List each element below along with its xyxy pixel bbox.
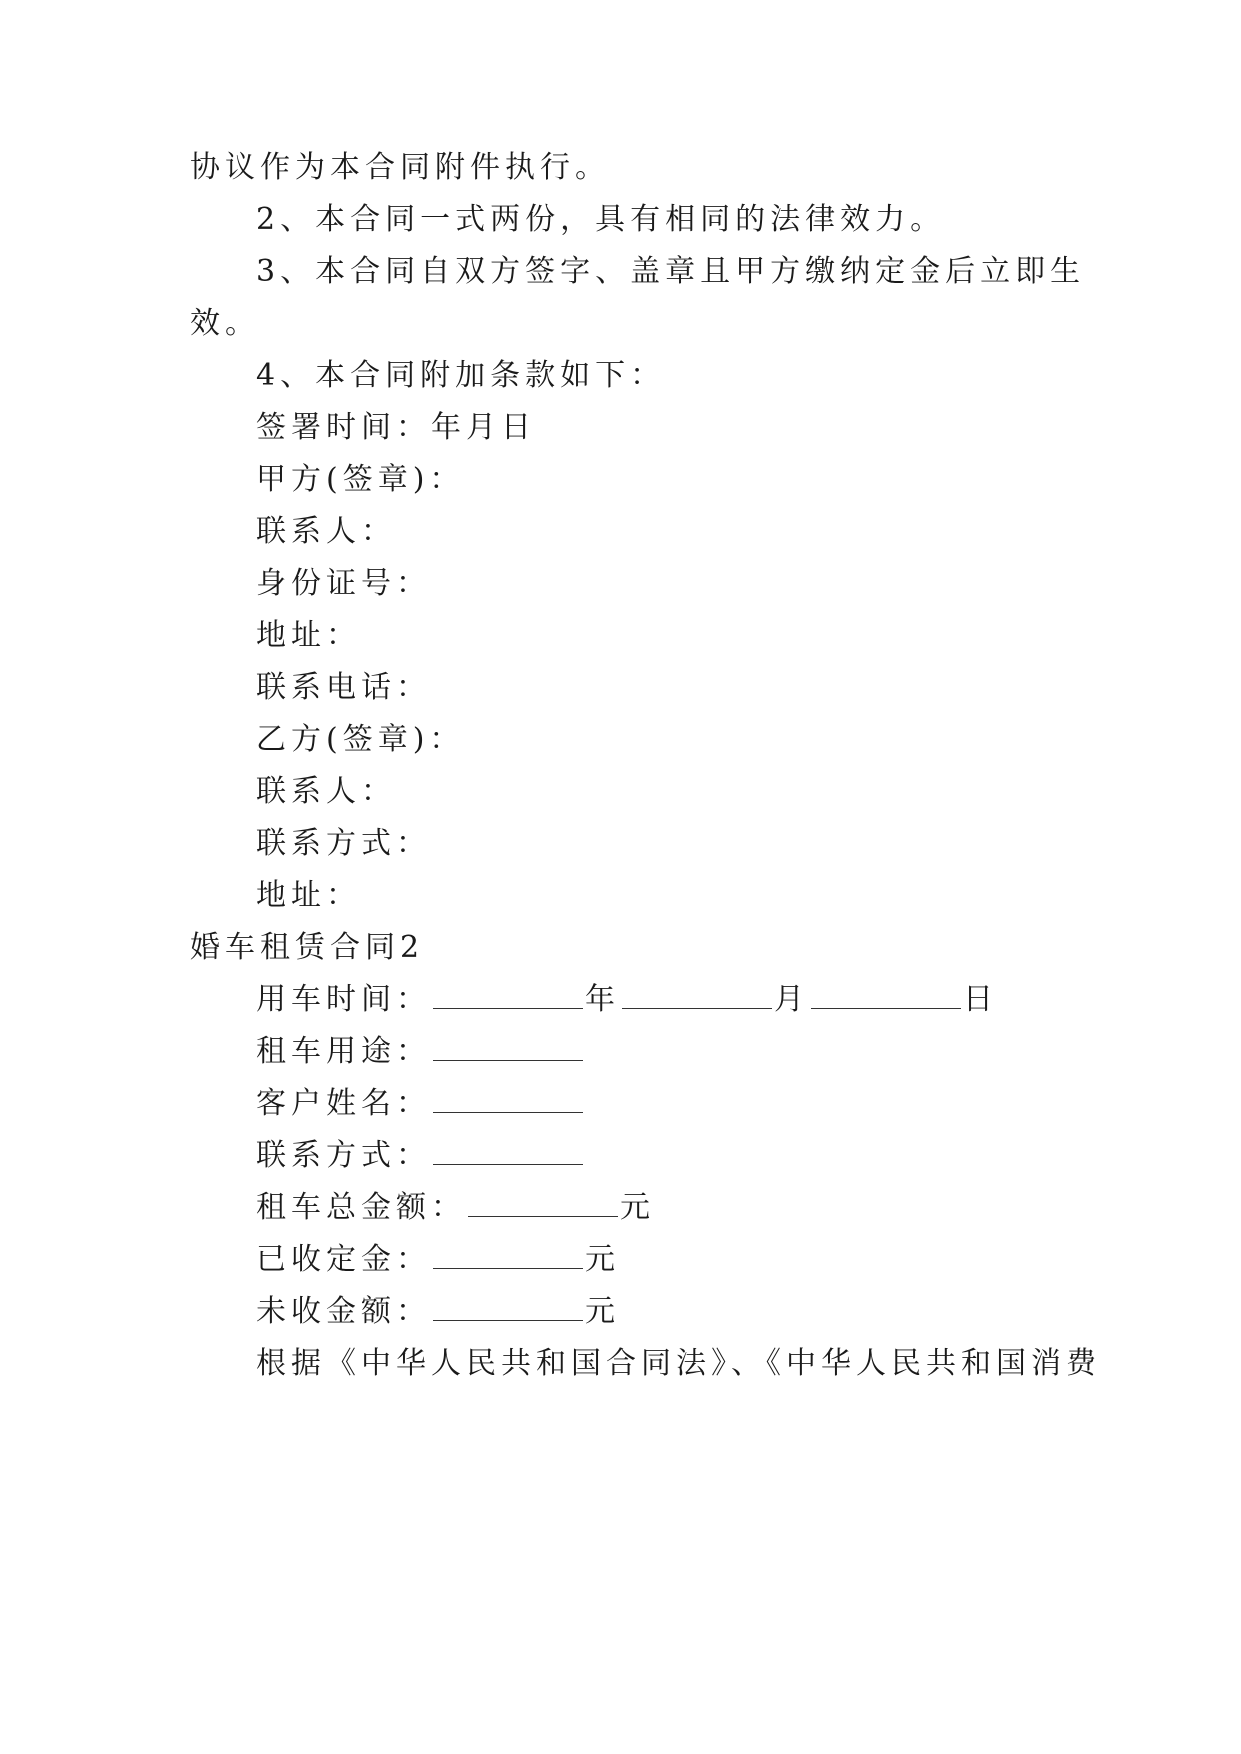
purpose-row	[256, 1032, 1136, 1072]
purpose-label: 租车用途：	[256, 1034, 431, 1069]
unpaid-row	[256, 1292, 1136, 1332]
party-b-contact-method: 联系方式：	[256, 826, 431, 861]
deposit-blank	[433, 1240, 583, 1269]
deposit-row	[256, 1240, 1136, 1280]
contact-label: 联系方式：	[256, 1138, 431, 1173]
contact-row	[256, 1136, 1136, 1176]
text-line: 根据《中华人民共和国合同法》、《中华人民共和国消费	[256, 1346, 1101, 1381]
text-line: 协议作为本合同附件执行。	[190, 150, 610, 185]
usage-time-label: 用车时间：	[256, 982, 431, 1017]
yuan-label: 元	[620, 1190, 655, 1225]
clause-3-continued: 效。	[190, 306, 260, 341]
yuan-label: 元	[585, 1294, 620, 1329]
day-blank	[811, 980, 961, 1009]
unpaid-label: 未收金额：	[256, 1294, 431, 1329]
day-label: 日	[963, 982, 998, 1017]
customer-row	[256, 1084, 1136, 1124]
party-a-seal: 甲方(签章)：	[256, 462, 465, 497]
usage-time-row	[256, 980, 1136, 1020]
customer-label: 客户姓名：	[256, 1086, 431, 1121]
section-title: 婚车租赁合同2	[190, 930, 425, 965]
unpaid-blank	[433, 1292, 583, 1321]
purpose-blank	[433, 1032, 583, 1061]
month-blank	[622, 980, 772, 1009]
year-blank	[433, 980, 583, 1009]
total-amount-blank	[468, 1188, 618, 1217]
clause-3: 3、本合同自双方签字、盖章且甲方缴纳定金后立即生	[256, 254, 1086, 289]
contact-blank	[433, 1136, 583, 1165]
party-a-address: 地址：	[256, 618, 361, 653]
yuan-label: 元	[585, 1242, 620, 1277]
party-a-id-number: 身份证号：	[256, 566, 431, 601]
party-b-seal: 乙方(签章)：	[256, 722, 465, 757]
total-amount-label: 租车总金额：	[256, 1190, 466, 1225]
party-b-address: 地址：	[256, 878, 361, 913]
party-b-contact-person: 联系人：	[256, 774, 396, 809]
party-a-phone: 联系电话：	[256, 670, 431, 705]
total-amount-row	[256, 1188, 1136, 1228]
deposit-label: 已收定金：	[256, 1242, 431, 1277]
year-label: 年	[585, 982, 620, 1017]
customer-blank	[433, 1084, 583, 1113]
clause-2: 2、本合同一式两份，具有相同的法律效力。	[256, 202, 946, 237]
month-label: 月	[774, 982, 809, 1017]
party-a-contact-person: 联系人：	[256, 514, 396, 549]
clause-4: 4、本合同附加条款如下：	[256, 358, 666, 393]
signing-date: 签署时间：年月日	[256, 410, 536, 445]
